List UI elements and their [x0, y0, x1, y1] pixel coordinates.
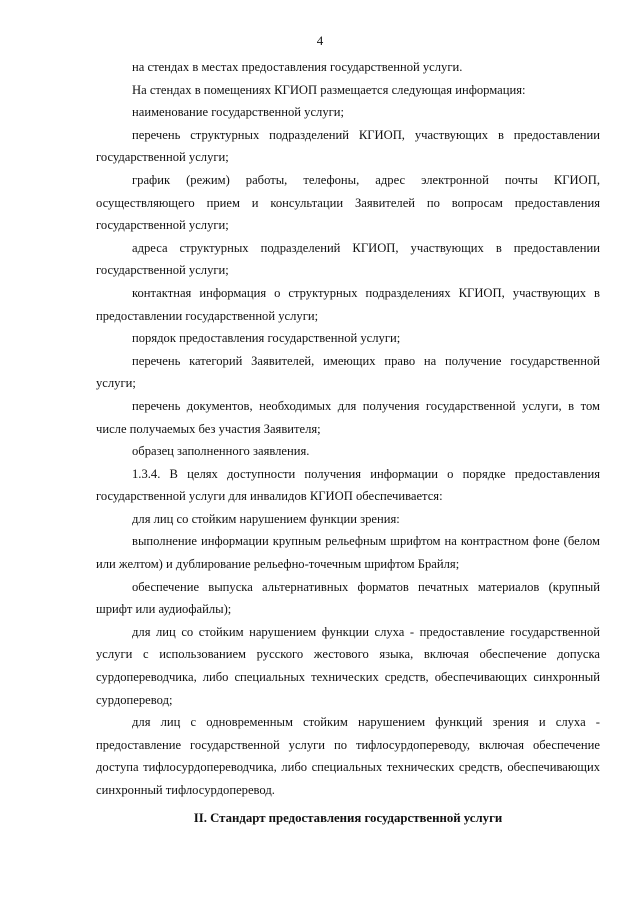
page-number: 4 [316, 33, 324, 48]
paragraph-application-sample: образец заполненного заявления. [132, 444, 310, 459]
paragraph-applicant-categories: перечень категорий Заявителей, имеющих право на получение государственной услуги; [96, 353, 600, 391]
section-heading: II. Стандарт предоставления государственной услуги [193, 811, 503, 825]
paragraph-unit-addresses: адреса структурных подразделений КГИОП, участвующих в предоставлении государственной услуги; [96, 240, 600, 278]
paragraph-accessibility-clause: 1.3.4. В целях доступности получения информации о порядке предоставления государственной услуги для инвалидов КГИОП обеспечивается: [96, 466, 600, 504]
paragraph-documents-list: перечень документов, необходимых для получения государственной услуги, в том числе получаемых без участия Заявителя; [96, 398, 600, 436]
paragraph-schedule: график (режим) работы, телефоны, адрес электронной почты КГИОП, осуществляющего прием и консультации Заявителей по вопросам предоставления государственной услуги; [96, 172, 600, 233]
body-text [96, 56, 600, 802]
paragraph-units-list: перечень структурных подразделений КГИОП, участвующих в предоставлении государственной услуги; [96, 127, 600, 165]
paragraph-stands-info-intro: На стендах в помещениях КГИОП размещается следующая информация: [132, 82, 526, 97]
paragraph-service-name: наименование государственной услуги; [132, 105, 345, 120]
paragraph-vision-impairment: для лиц со стойким нарушением функции зрения: [132, 511, 400, 526]
paragraph-procedure: порядок предоставления государственной услуги; [132, 331, 401, 346]
paragraph-alternative-formats: обеспечение выпуска альтернативных форматов печатных материалов (крупный шрифт или аудиофайлы); [96, 579, 600, 617]
paragraph-contact-info: контактная информация о структурных подразделениях КГИОП, участвующих в предоставлении государственной услуги; [96, 285, 600, 323]
paragraph-deafblind: для лиц с одновременным стойким нарушением функций зрения и слуха - предоставление государственной услуги по тифлосурдопереводу, включая обеспечение доступа тифлосурдопереводчика, либо специальных технических средств, обеспечивающих синхронный тифлосурдоперевод. [96, 715, 600, 797]
paragraph-hearing-impairment: для лиц со стойким нарушением функции слуха - предоставление государственной услуги с использованием русского жестового языка, включая обеспечение допуска сурдопереводчика, либо специальных технических средств, обеспечивающих синхронный сурдоперевод; [96, 624, 600, 707]
paragraph-braille: выполнение информации крупным рельефным шрифтом на контрастном фоне (белом или желтом) и дублирование рельефно-точечным шрифтом Брайля; [96, 534, 600, 572]
paragraph-stands-places: на стендах в местах предоставления государственной услуги. [132, 60, 463, 74]
